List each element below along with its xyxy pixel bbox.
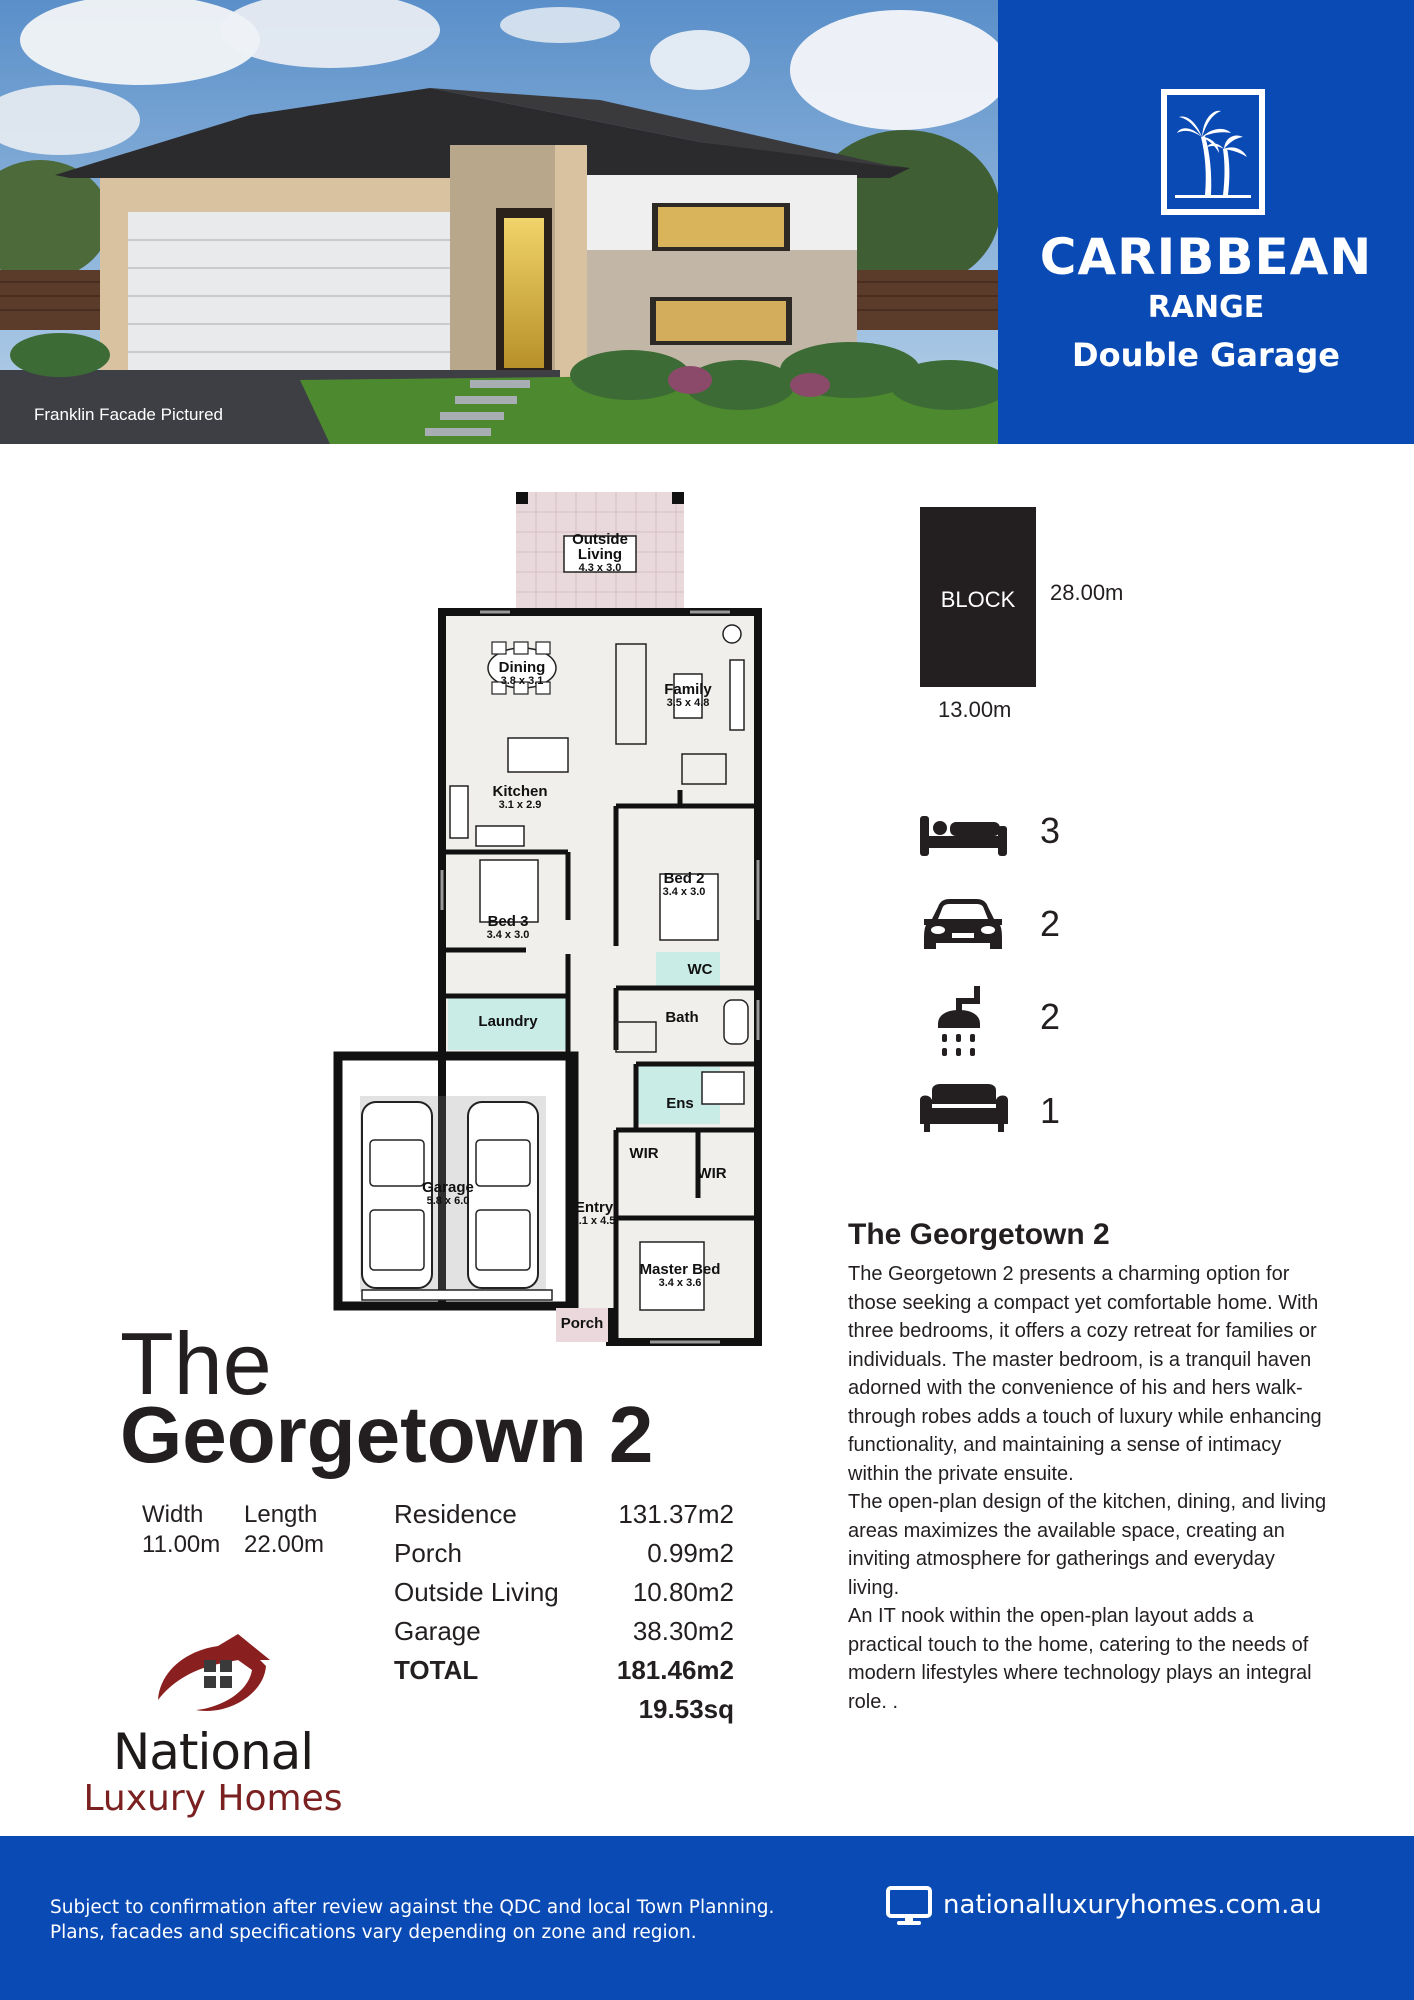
feature-bedrooms [918,800,1138,860]
room-label-bed-2: Bed 2 3.4 x 3.0 [662,870,706,898]
footer [0,1836,1414,2000]
area-name: Residence [394,1499,517,1529]
facade-photo [0,0,998,444]
area-row-total [394,1655,734,1694]
room-label-family: Family 3.5 x 4.8 [664,681,712,709]
area-row-squares [394,1694,734,1733]
block-diagram [920,507,1036,687]
website-url[interactable]: nationalluxuryhomes.com.au [943,1890,1322,1920]
floor-plan [330,490,770,1352]
description-body [848,1260,1328,1716]
room-label-bath: Bath [665,1009,699,1026]
block-label: BLOCK [940,587,1016,612]
shower-icon [918,986,1008,1062]
disclaimer-line-1: Subject to confirmation after review against the QDC and local Town Planning. [50,1897,775,1918]
feature-bathrooms [918,986,1138,1046]
length-stat [244,1500,324,1560]
area-row-residence [394,1499,734,1538]
description-paragraph: The open-plan design of the kitchen, dining, and living areas maximizes the available space, creating an inviting atmosphere for gatherings and everyday living. [848,1491,1327,1599]
bathrooms-count: 2 [1040,996,1061,1037]
room-label-living: Living 4.3 x 3.0 [577,546,623,574]
room-label-wir-1: WIR [629,1145,659,1162]
title-prefix: The [120,1314,272,1413]
area-value: 0.99m2 [647,1538,734,1568]
width-value: 11.00m [142,1531,221,1558]
living-count: 1 [1040,1090,1061,1131]
room-label-wc: WC [687,961,713,978]
area-row-garage [394,1616,734,1655]
area-value: 10.80m2 [632,1577,734,1607]
car-icon [918,893,1008,953]
description-title: The Georgetown 2 [848,1218,1110,1251]
bed-icon [918,800,1008,860]
palm-tree-icon [1161,89,1265,215]
disclaimer [50,1895,774,1945]
area-value: 131.37m2 [618,1499,734,1529]
feature-living [918,1080,1138,1140]
room-label-master-bed: Master Bed 3.4 x 3.6 [639,1261,721,1289]
page-title: Georgetown 2 [120,1390,654,1479]
monitor-icon [886,1886,932,1926]
range-label: RANGE [1147,290,1265,325]
range-name: CARIBBEAN [1039,228,1373,286]
range-variant: Double Garage [1072,336,1340,374]
garage-count: 2 [1040,903,1061,944]
area-table [394,1499,734,1733]
room-label-outside: Outside [572,531,628,548]
area-name: Outside Living [394,1577,559,1607]
house-logo-icon [148,1620,288,1720]
room-label-dining: Dining 3.8 x 3.1 [498,659,546,687]
block-depth: 28.00m [1050,580,1124,605]
disclaimer-line-2: Plans, facades and specifications vary depending on zone and region. [50,1922,697,1943]
room-label-porch: Porch [560,1315,604,1332]
room-label-wir-2: WIR [697,1165,727,1182]
total-value: 181.46m2 [616,1655,734,1685]
total-label: TOTAL [394,1655,479,1685]
area-row-porch [394,1538,734,1577]
room-label-garage: Garage 5.8 x 6.0 [422,1179,474,1207]
length-label: Length [244,1501,318,1528]
range-panel [998,0,1414,444]
room-label-entry: Entry 1.1 x 4.5 [572,1199,616,1227]
room-label-laundry: Laundry [478,1013,538,1030]
description-paragraph: The Georgetown 2 presents a charming option for those seeking a compact yet comfortable home. With three bedrooms, it offers a cozy retreat for families or individuals. The master bedroom, is a tranquil haven adorned with the convenience of his and hers walk-through robes adds a touch of luxury while enhancing functionality, and maintaining a sense of intimacy within the private ensuite. [848,1263,1322,1485]
feature-garage [918,893,1138,953]
length-value: 22.00m [244,1531,325,1558]
area-name: Garage [394,1616,481,1646]
block-width: 13.00m [938,697,1012,722]
company-logo [78,1620,358,1820]
width-label: Width [142,1501,204,1528]
area-row-outside-living [394,1577,734,1616]
logo-subtitle: Luxury Homes [83,1778,343,1819]
sofa-icon [918,1080,1010,1140]
description-paragraph: An IT nook within the open-plan layout adds a practical touch to the home, catering to the needs of modern lifestyles where technology plays an integral role. . [848,1605,1312,1713]
facade-caption: Franklin Facade Pictured [34,405,223,424]
room-label-kitchen: Kitchen 3.1 x 2.9 [492,783,548,811]
room-label-ens: Ens [666,1095,694,1112]
width-stat [142,1500,220,1560]
area-name: Porch [394,1538,462,1568]
total-squares: 19.53sq [638,1694,734,1724]
room-label-bed-3: Bed 3 3.4 x 3.0 [486,913,530,941]
area-value: 38.30m2 [632,1616,734,1646]
logo-name: National [112,1723,314,1781]
bedrooms-count: 3 [1040,810,1061,851]
